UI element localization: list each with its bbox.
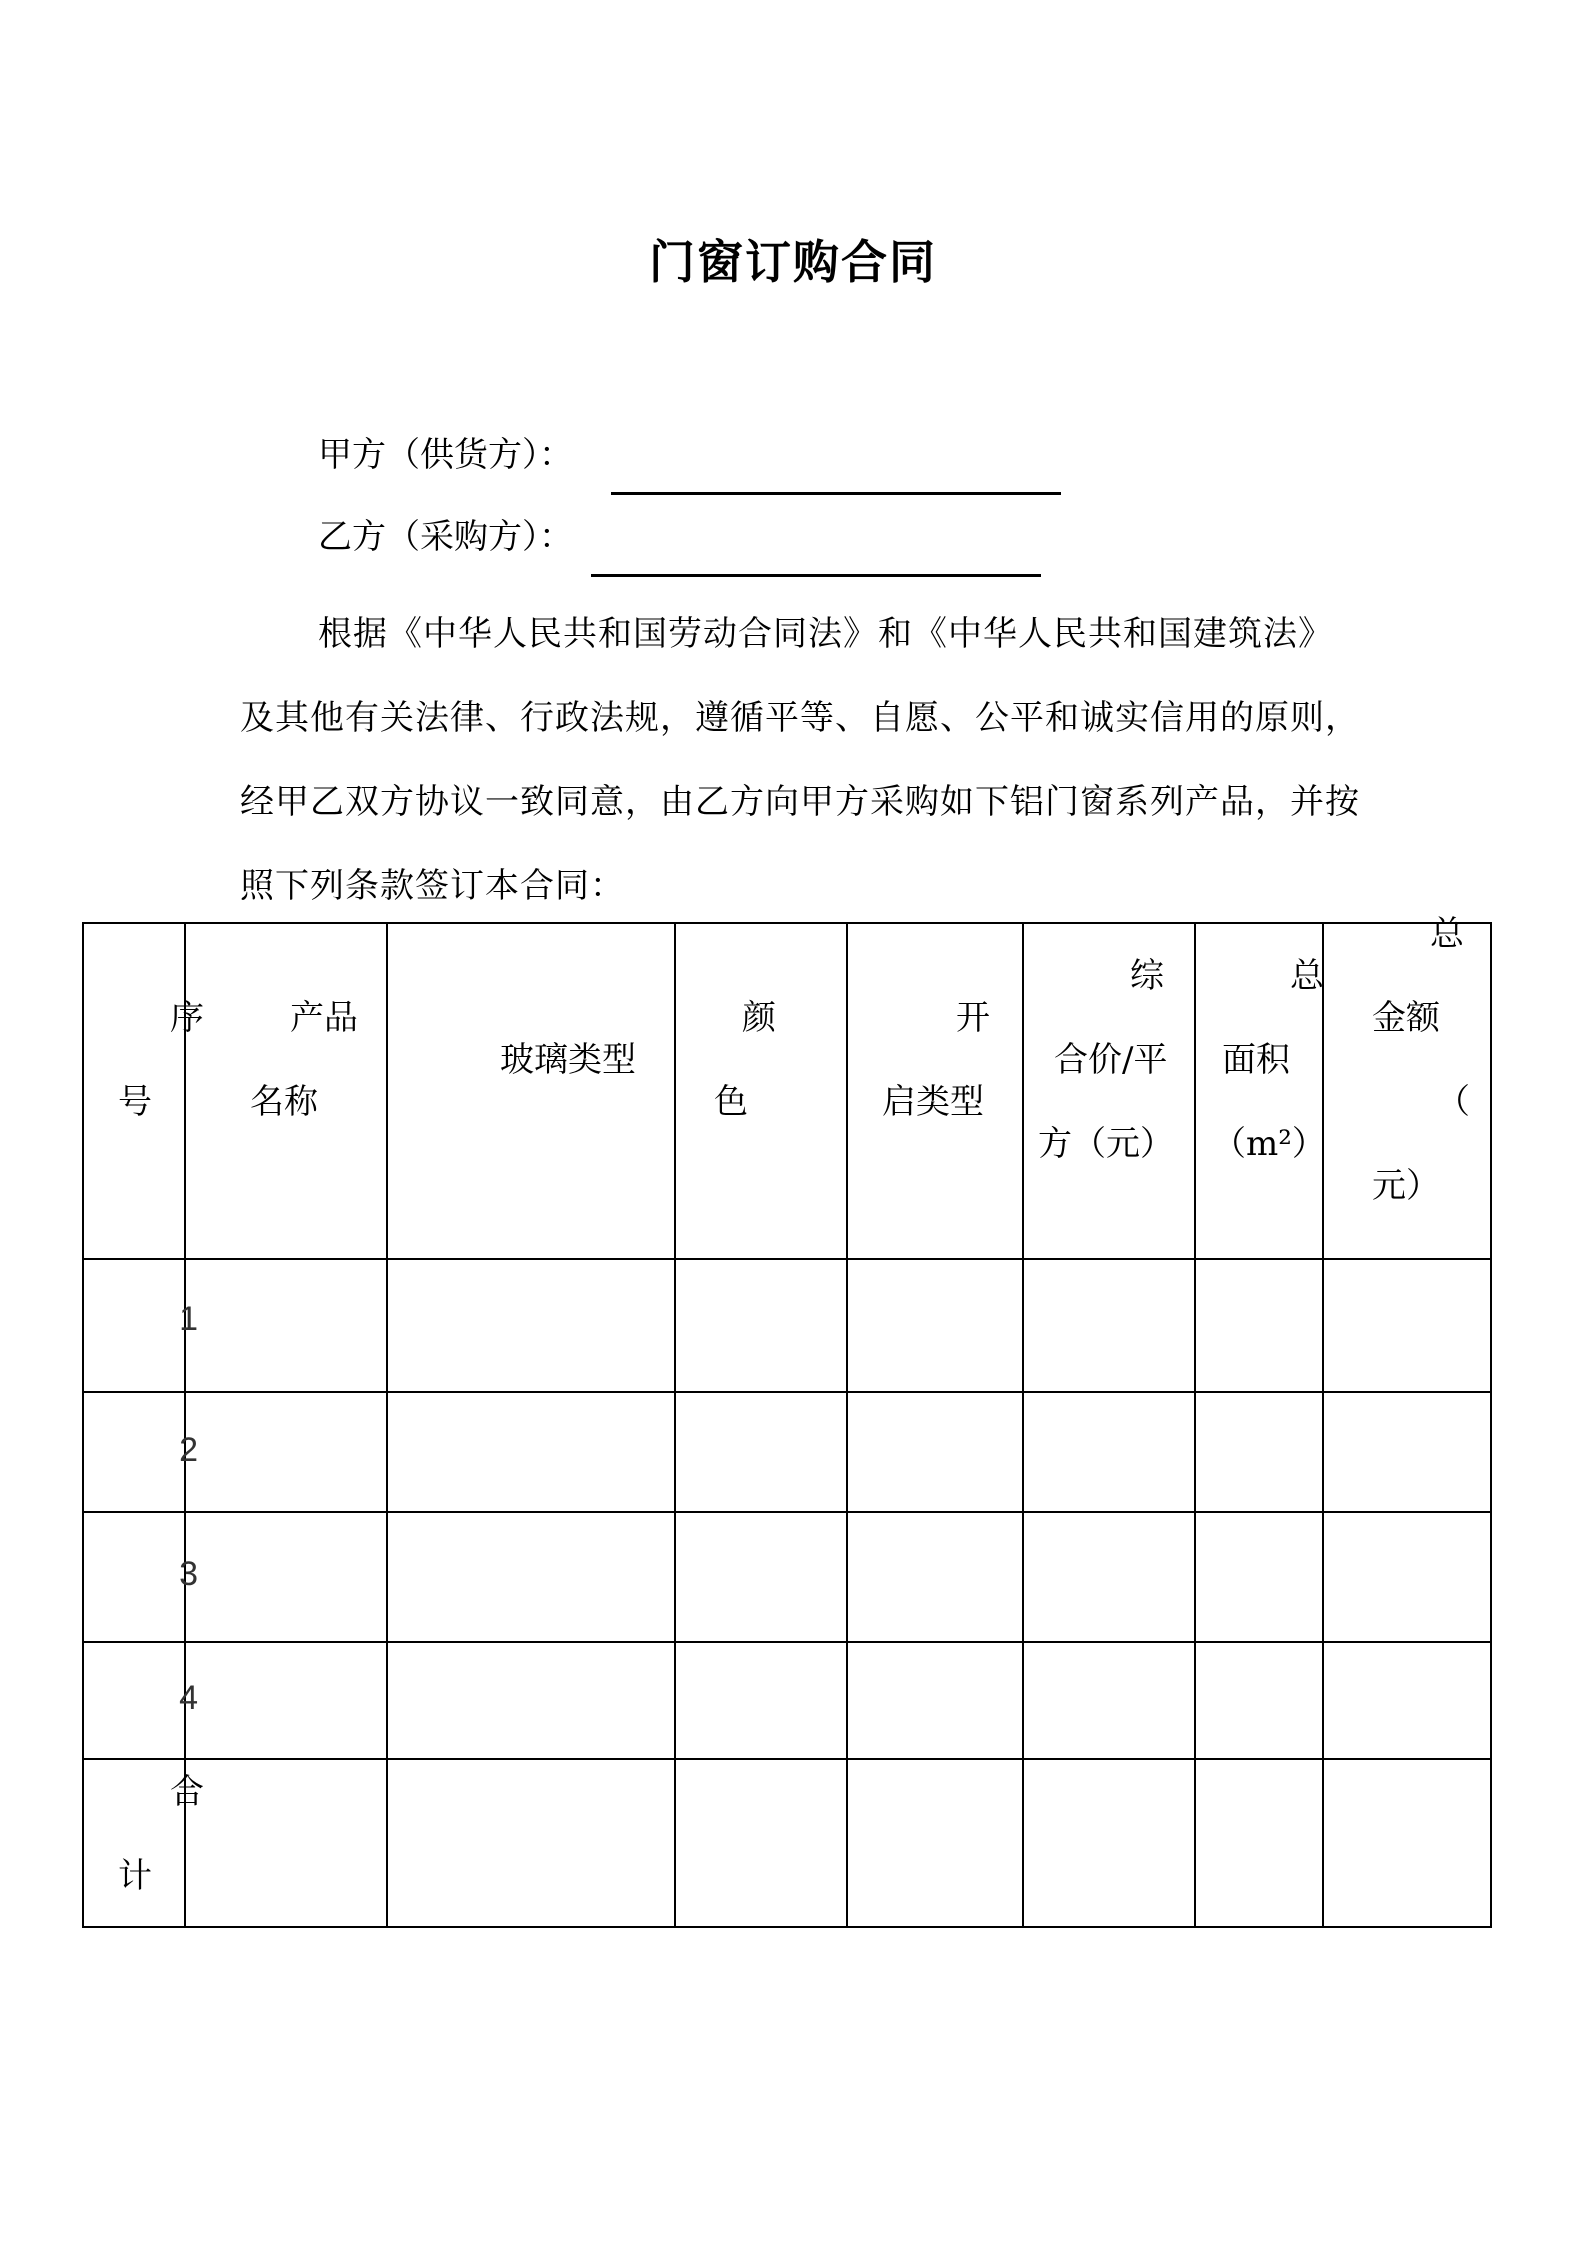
cell-total-area[interactable] [1195, 1759, 1323, 1927]
cell-glass-type[interactable] [387, 1392, 675, 1512]
cell-total-area[interactable] [1195, 1512, 1323, 1642]
cell-product-name[interactable] [185, 1512, 387, 1642]
cell-total-area[interactable] [1195, 1642, 1323, 1759]
header-total-amount: 总 金额 （ 元） [1323, 923, 1491, 1259]
header-seq: 序 号 [83, 923, 185, 1259]
party-b-input-line[interactable] [591, 530, 1041, 577]
table-row [83, 1512, 1491, 1642]
cell-color[interactable] [675, 1392, 847, 1512]
table-header-row [83, 923, 1491, 1259]
cell-product-name[interactable] [185, 1259, 387, 1392]
cell-unit-price[interactable] [1023, 1642, 1195, 1759]
table-row [83, 1259, 1491, 1392]
party-b-label: 乙方（采购方）： [318, 517, 573, 557]
header-glass-type: 玻璃类型 [387, 923, 675, 1259]
cell-glass-type[interactable] [387, 1642, 675, 1759]
cell-glass-type[interactable] [387, 1259, 675, 1392]
cell-product-name[interactable] [185, 1642, 387, 1759]
cell-total-area[interactable] [1195, 1392, 1323, 1512]
intro-paragraph: 根据《中华人民共和国劳动合同法》和《中华人民共和国建筑法》及其他有关法律、行政法规，遵循平等、自愿、公平和诚实信用的原则，经甲乙双方协议一致同意，由乙方向甲方采购如下铝门窗系列产品，并按照下列条款签订本合同： [240, 614, 1360, 906]
cell-total-glass-type[interactable] [387, 1759, 675, 1927]
header-opening-type: 开 启类型 [847, 923, 1023, 1259]
cell-glass-type[interactable] [387, 1512, 675, 1642]
cell-total-amount[interactable] [1323, 1259, 1491, 1392]
cell-unit-price[interactable] [1023, 1512, 1195, 1642]
cell-color[interactable] [675, 1259, 847, 1392]
cell-total-amount[interactable] [1323, 1392, 1491, 1512]
cell-total-amount[interactable] [1323, 1642, 1491, 1759]
cell-seq: 4 [83, 1642, 185, 1759]
cell-opening-type[interactable] [847, 1392, 1023, 1512]
cell-seq: 3 [83, 1512, 185, 1642]
cell-total-area[interactable] [1195, 1259, 1323, 1392]
cell-total-color[interactable] [675, 1759, 847, 1927]
table-total-row [83, 1759, 1491, 1927]
header-total-area: 总 面积 （m²） [1195, 923, 1323, 1259]
cell-total-amount[interactable] [1323, 1759, 1491, 1927]
party-a-label: 甲方（供货方）： [318, 435, 573, 475]
cell-opening-type[interactable] [847, 1642, 1023, 1759]
cell-opening-type[interactable] [847, 1512, 1023, 1642]
party-b-row [318, 512, 1041, 559]
cell-total-opening-type[interactable] [847, 1759, 1023, 1927]
table-row [83, 1392, 1491, 1512]
party-a-row [318, 430, 1061, 477]
table-row [83, 1642, 1491, 1759]
cell-unit-price[interactable] [1023, 1259, 1195, 1392]
header-color: 颜 色 [675, 923, 847, 1259]
order-table [82, 914, 1492, 1928]
cell-color[interactable] [675, 1642, 847, 1759]
cell-total-label: 合 计 [83, 1759, 185, 1927]
cell-opening-type[interactable] [847, 1259, 1023, 1392]
cell-color[interactable] [675, 1512, 847, 1642]
cell-total-unit-price[interactable] [1023, 1759, 1195, 1927]
party-a-input-line[interactable] [611, 448, 1061, 495]
cell-seq: 2 [83, 1392, 185, 1512]
cell-product-name[interactable] [185, 1392, 387, 1512]
cell-total-product-name[interactable] [185, 1759, 387, 1927]
header-unit-price: 综 合价/平 方（元） [1023, 923, 1195, 1259]
cell-seq: 1 [83, 1259, 185, 1392]
document-title: 门窗订购合同 [649, 235, 937, 289]
cell-total-amount[interactable] [1323, 1512, 1491, 1642]
header-product-name: 产品 名称 [185, 923, 387, 1259]
cell-unit-price[interactable] [1023, 1392, 1195, 1512]
